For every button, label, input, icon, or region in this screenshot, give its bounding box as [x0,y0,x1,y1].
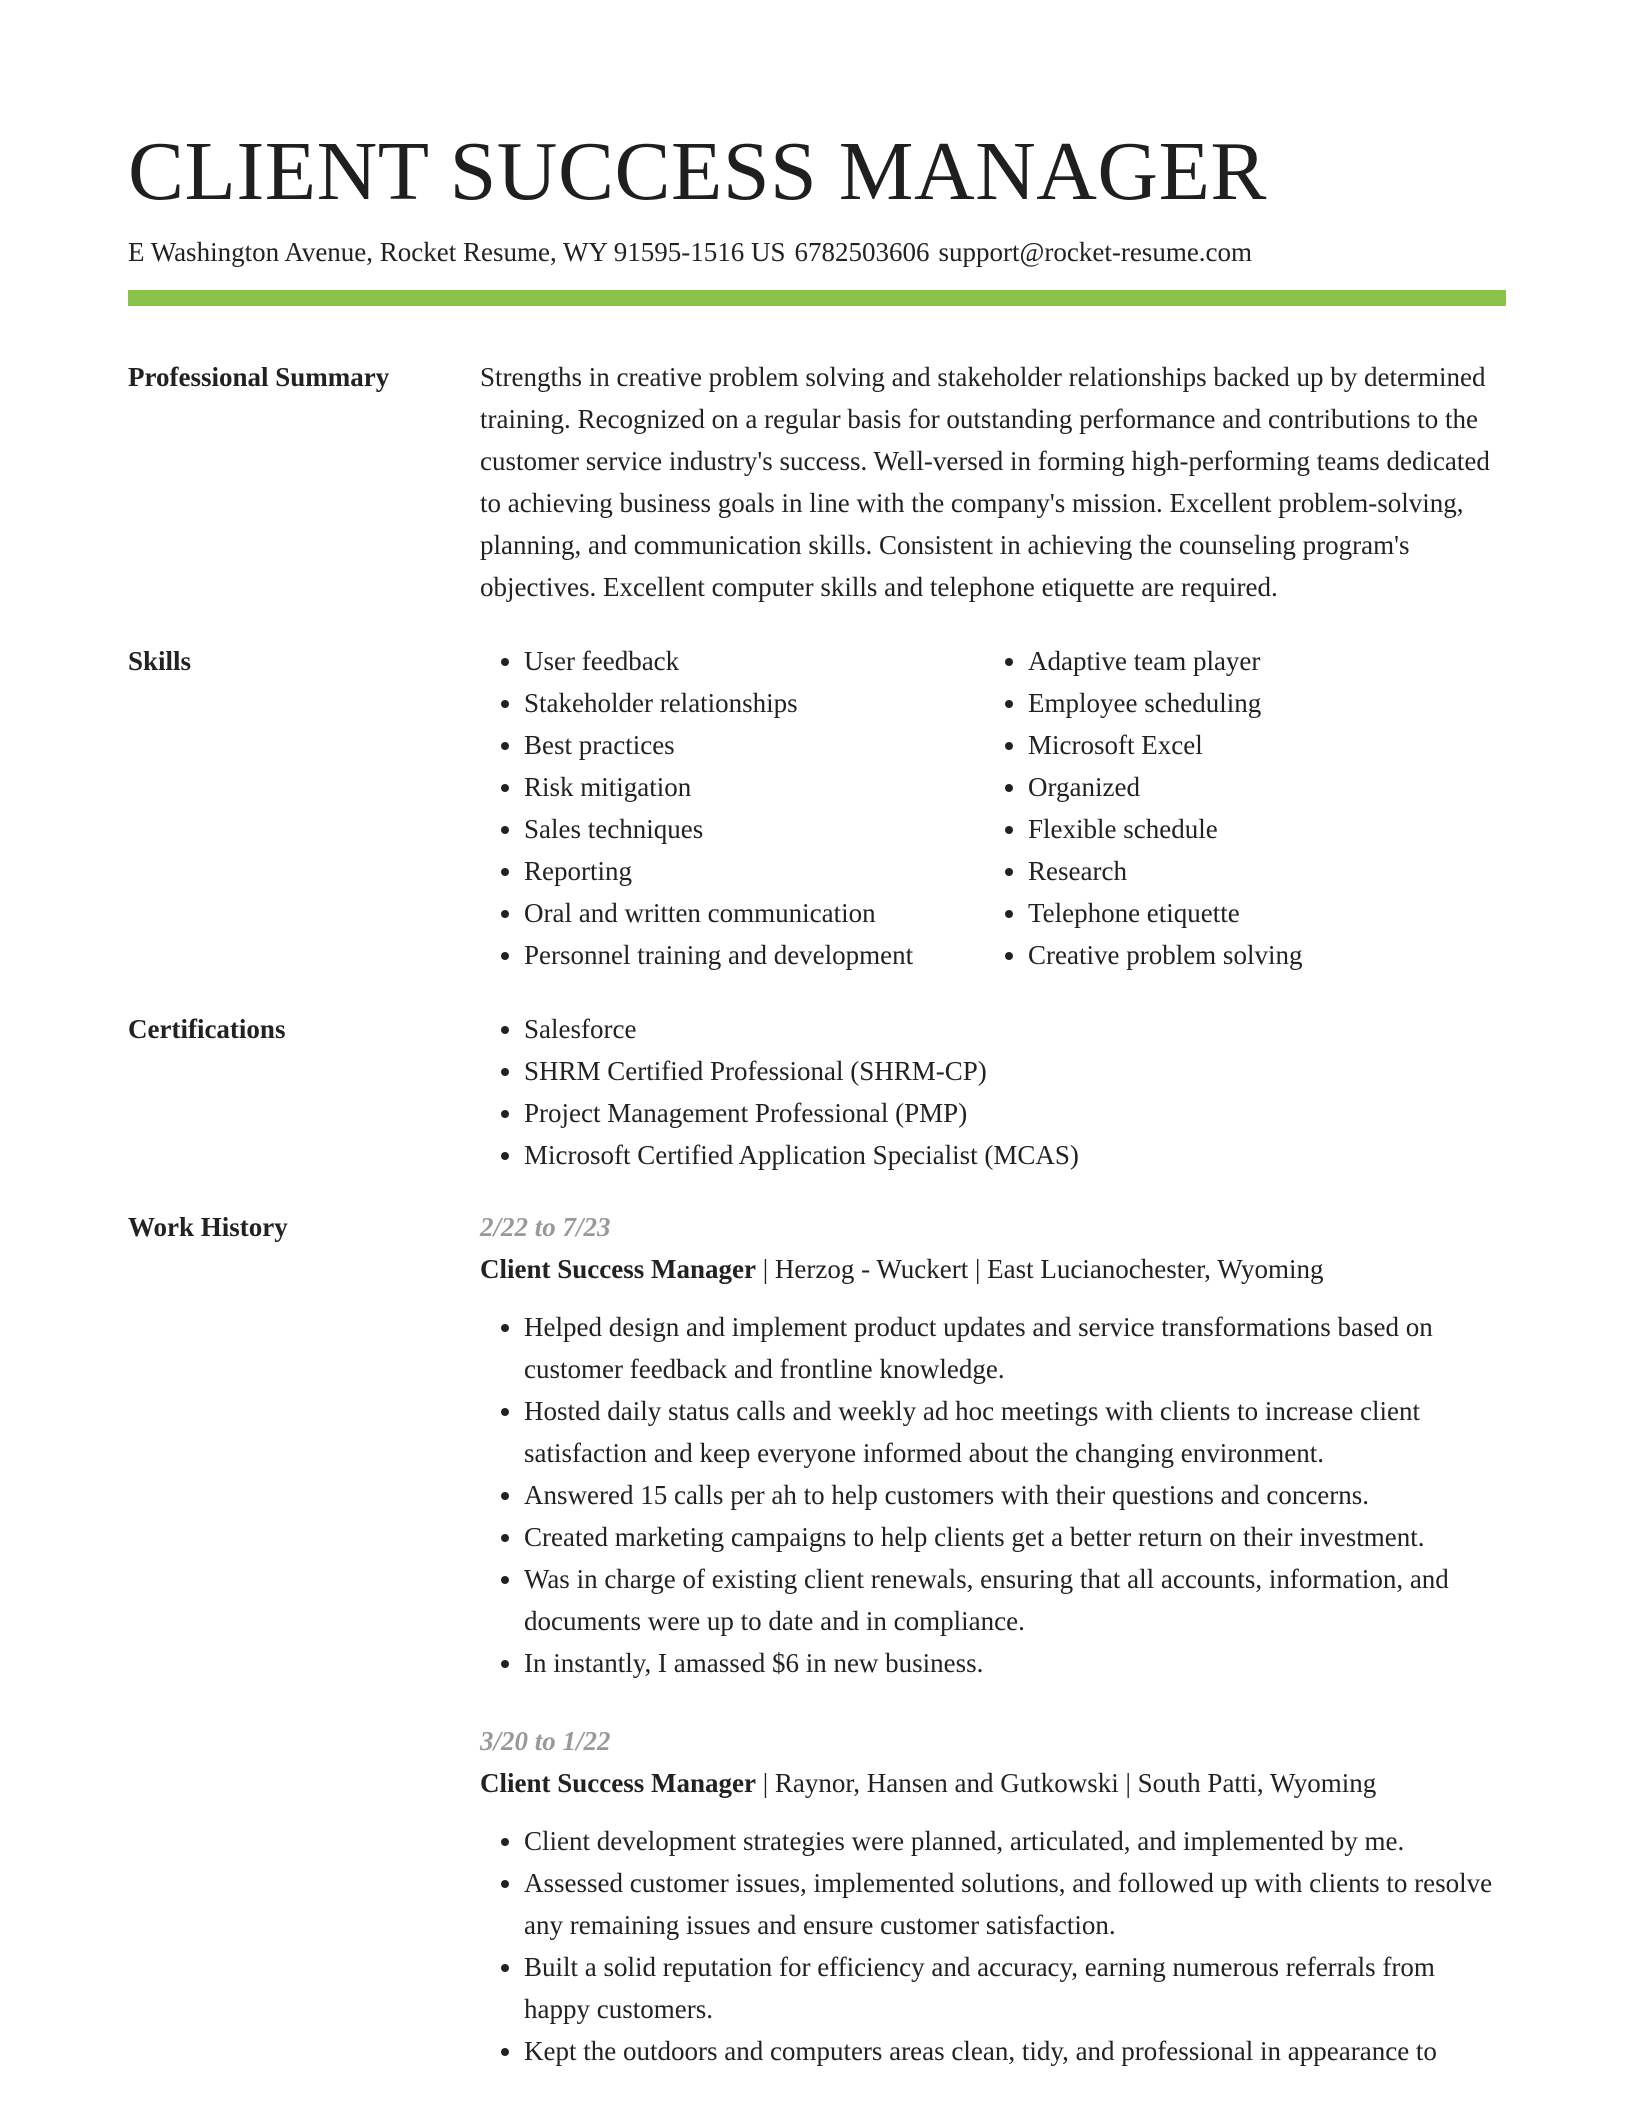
skills-heading: Skills [128,646,192,676]
job-bullet: • Helped design and implement product updates and service transformations based on customer feedback and frontline knowledge. [524,1306,1506,1390]
job-bullets [480,1306,1506,1684]
job-bullet: • Was in charge of existing client renewals, ensuring that all accounts, information, and documents were up to date and in compliance. [524,1558,1506,1642]
summary-text: Strengths in creative problem solving and stakeholder relationships backed up by determined training. Recognized on a regular basis for outstanding performance and contributions to the customer service industry's success. Well-versed in forming high-performing teams dedicated to achieving business goals in line with the company's mission. Excellent problem-solving, planning, and communication skills. Consistent in achieving the counseling program's objectives. Excellent computer skills and telephone etiquette are required. [480,362,1490,602]
job-bullet: • Answered 15 calls per ah to help customers with their questions and concerns. [524,1474,1506,1516]
certifications-section [128,1008,1506,1176]
skill-item: • Personnel training and development [524,934,984,976]
certifications-body [480,1008,1506,1176]
job-title: Client Success Manager [480,1768,756,1798]
job-bullet: • Kept the outdoors and computers areas clean, tidy, and professional in appearance to [524,2030,1506,2072]
resume-page [128,118,1506,2108]
contact-email: support@rocket-resume.com [938,237,1253,267]
job-dates: 3/20 to 1/22 [480,1726,611,1756]
skills-column-right [984,640,1506,976]
skill-item: • Research [1028,850,1506,892]
skill-item: • Adaptive team player [1028,640,1506,682]
certification-item: • SHRM Certified Professional (SHRM-CP) [524,1050,1506,1092]
certification-item: • Microsoft Certified Application Specialist (MCAS) [524,1134,1506,1176]
job-dates: 2/22 to 7/23 [480,1212,611,1242]
contact-address: E Washington Avenue, Rocket Resume, WY 91595-1516 US [128,237,786,267]
skill-item: • Employee scheduling [1028,682,1506,724]
resume-title: CLIENT SUCCESS MANAGER [128,125,1267,218]
skill-item: • Best practices [524,724,984,766]
certification-item: • Salesforce [524,1008,1506,1050]
job-bullet: • Assessed customer issues, implemented solutions, and followed up with clients to resolve any remaining issues and ensure customer satisfaction. [524,1862,1506,1946]
skill-item: • Microsoft Excel [1028,724,1506,766]
job-bullet: • Built a solid reputation for efficiency and accuracy, earning numerous referrals from happy customers. [524,1946,1506,2030]
contact-phone: 6782503606 [794,237,930,267]
skill-item: • Organized [1028,766,1506,808]
job-bullets [480,1820,1506,2072]
job-company: Herzog - Wuckert [774,1254,969,1284]
job-location: East Lucianochester, Wyoming [987,1254,1324,1284]
skill-item: • Telephone etiquette [1028,892,1506,934]
skill-item: • Risk mitigation [524,766,984,808]
contact-line [128,234,1506,270]
job-company: Raynor, Hansen and Gutkowski [774,1768,1119,1798]
certification-item: • Project Management Professional (PMP) [524,1092,1506,1134]
skills-column-left [480,640,984,976]
work-history-body [480,1206,1506,2108]
certifications-list [480,1008,1506,1176]
skill-item: • Stakeholder relationships [524,682,984,724]
job-heading: Client Success Manager | Raynor, Hansen and Gutkowski | South Patti, Wyoming [480,1768,1377,1798]
work-history-section [128,1206,1506,2108]
skill-item: • Oral and written communication [524,892,984,934]
job-bullet: • In instantly, I amassed $6 in new business. [524,1642,1506,1684]
summary-heading: Professional Summary [128,362,390,392]
skill-item: • Creative problem solving [1028,934,1506,976]
job-bullet: • Client development strategies were planned, articulated, and implemented by me. [524,1820,1506,1862]
summary-section [128,356,1506,608]
skill-item: • Sales techniques [524,808,984,850]
job-bullet: • Created marketing campaigns to help clients get a better return on their investment. [524,1516,1506,1558]
job-bullet: • Hosted daily status calls and weekly ad hoc meetings with clients to increase client satisfaction and keep everyone informed about the changing environment. [524,1390,1506,1474]
job-entry [480,1206,1506,1684]
job-title: Client Success Manager [480,1254,756,1284]
skill-item: • User feedback [524,640,984,682]
header-divider [128,290,1506,306]
job-entry [480,1720,1506,2072]
work-history-heading: Work History [128,1212,288,1242]
certifications-heading: Certifications [128,1014,286,1044]
skills-list [480,640,1506,976]
skills-section [128,640,1506,976]
job-heading: Client Success Manager | Herzog - Wuckert | East Lucianochester, Wyoming [480,1254,1324,1284]
skill-item: • Flexible schedule [1028,808,1506,850]
job-location: South Patti, Wyoming [1137,1768,1377,1798]
skill-item: • Reporting [524,850,984,892]
